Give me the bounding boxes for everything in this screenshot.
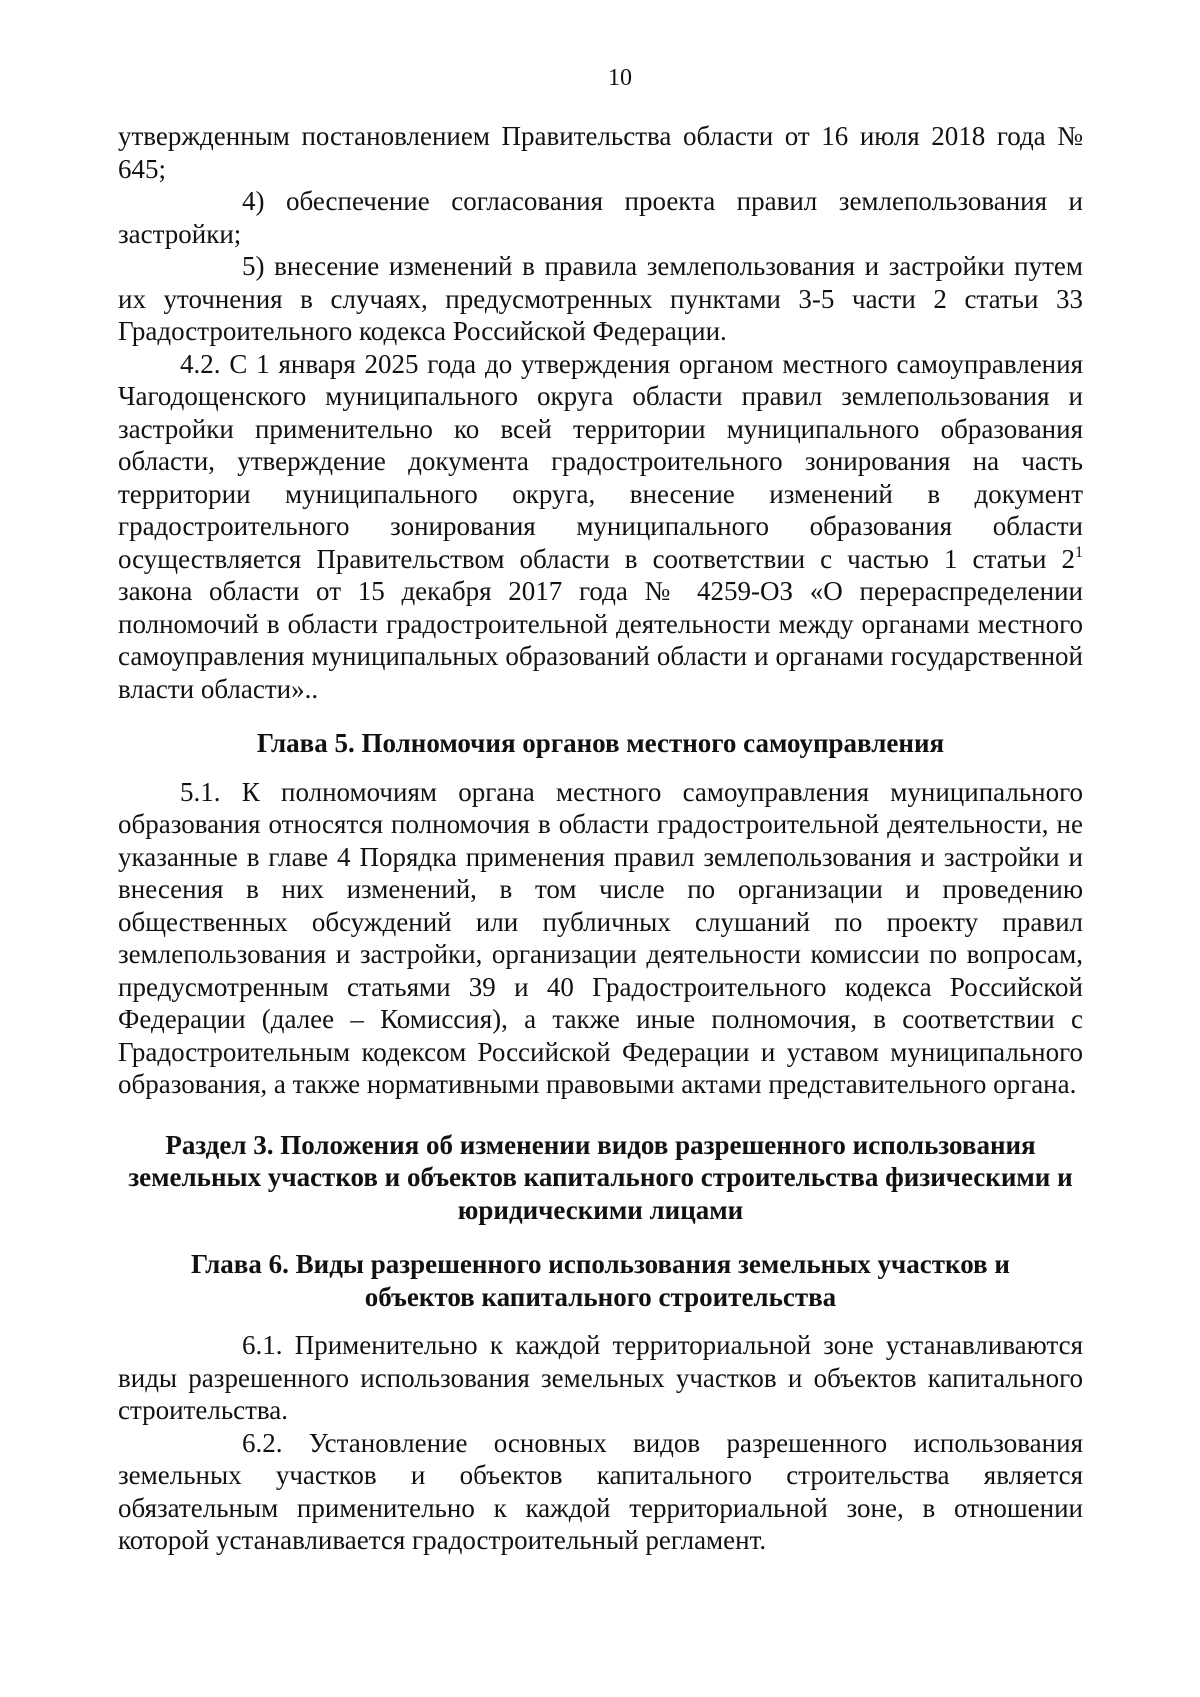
paragraph-6-1 [118, 1329, 1083, 1427]
document-body [118, 120, 1083, 1557]
list-item-text: внесение изменений в правила землепользования и застройки путем их уточнения в случаях, предусмотренных пунктами 3-5 части 2 статьи 33 Градостроительного кодекса Российской Федерации. [118, 251, 1083, 346]
paragraph-number: 5.1. [180, 776, 221, 807]
superscript: 1 [1075, 543, 1083, 561]
chapter-6-title [118, 1248, 1083, 1313]
section-3-title-line-3: юридическими лицами [457, 1194, 744, 1225]
section-3-title-line-2: земельных участков и объектов капитального строительства физическими и [128, 1162, 1073, 1192]
paragraph-text: Установление основных видов разрешенного использования земельных участков и объектов капитального строительства является обязательным применительно к каждой территориальной зоне, в отношении которой устанавливается градостроительный регламент. [118, 1427, 1083, 1555]
section-3-title [118, 1129, 1083, 1227]
paragraph-6-2 [118, 1427, 1083, 1557]
paragraph-5-1 [118, 776, 1083, 1101]
paragraph-number: 6.1. [242, 1330, 283, 1360]
list-item-number: 4) [242, 186, 265, 216]
continuation-paragraph: утвержденным постановлением Правительства области от 16 июля 2018 года № 645; [118, 121, 1083, 184]
paragraph-4-2 [118, 348, 1083, 706]
list-item-text: обеспечение согласования проекта правил землепользования и застройки; [118, 186, 1084, 249]
paragraph-text: С 1 января 2025 года до утверждения органом местного самоуправления Чагодощенского муниципального округа области правил землепользования и застройки применительно ко всей территории муниципального образования области, утверждение документа градостроительного зонирования на часть территории муниципального округа, внесение изменений в документ градостроительного зонирования муниципального образования области осуществляется Правительством области в соответствии с частью 1 статьи 2 [118, 348, 1084, 574]
page-number: 10 [608, 65, 632, 91]
list-item-5 [118, 250, 1083, 348]
chapter-6-title-line-2: объектов капитального строительства [364, 1281, 837, 1312]
paragraph-number: 4.2. [180, 348, 221, 379]
chapter-5-title: Глава 5. Полномочия органов местного самоуправления [256, 728, 945, 758]
list-item-number: 5) [242, 251, 265, 281]
paragraph-text: К полномочиям органа местного самоуправления муниципального образования относятся полномочия в области градостроительной деятельности, не указанные в главе 4 Порядка применения правил землепользования и застройки и внесения в них изменений, в том числе по организации и проведению общественных обсуждений или публичных слушаний по проекту правил землепользования и застройки, организации деятельности комиссии по вопросам, предусмотренным статьями 39 и 40 Градостроительного кодекса Российской Федерации (далее – Комиссия), а также иные полномочия, в соответствии с Градостроительным кодексом Российской Федерации и уставом муниципального образования, а также нормативными правовыми актами представительного органа. [118, 776, 1084, 1099]
section-3-title-line-1: Раздел 3. Положения об изменении видов разрешенного использования [165, 1129, 1036, 1160]
paragraph-text-continued: закона области от 15 декабря 2017 года № 4259-ОЗ «О перераспределении полномочий в области градостроительной деятельности между органами местного самоуправления муниципальных образований области и органами государственной власти области».. [118, 576, 1083, 704]
chapter-6-title-line-1: Глава 6. Виды разрешенного использования земельных участков и [191, 1249, 1010, 1279]
paragraph-text: Применительно к каждой территориальной зоне устанавливаются виды разрешенного использования земельных участков и объектов капитального строительства. [118, 1330, 1083, 1425]
paragraph-number: 6.2. [242, 1427, 283, 1458]
list-item-4 [118, 185, 1083, 250]
